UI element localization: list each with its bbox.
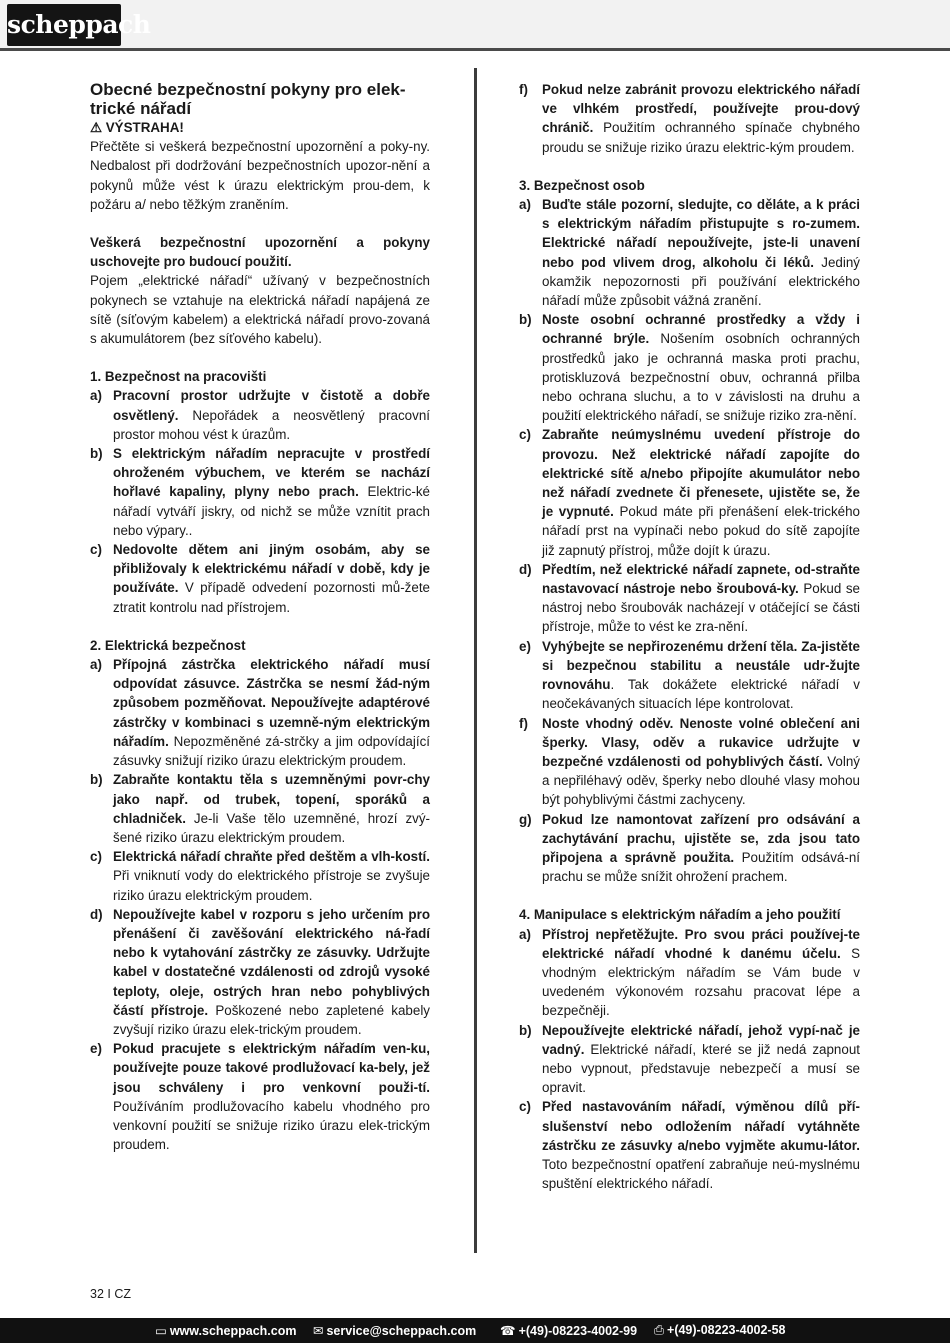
list-item: d) Předtím, než elektrické nářadí zapnete, od-straňte nastavovací nástroje nebo šroubová-ky. Pokud se nástroj nebo šroubovák nacházejí v otáčející se části přístroje, může to vést ke zra-nění. xyxy=(519,561,860,635)
list-item: a) Přípojná zástrčka elektrického nářadí musí odpovídat zásuvce. Zástrčka se nesmí žád-ným způsobem pozměňovat. Nepoužívejte adaptérové zástrčky v kombinaci s uzemně-ným elektrickým nářadím. Nepozměněné zá-strčky a jim odpovídající zásuvky snižují riziko úrazu elektrickým proudem. xyxy=(90,657,430,769)
list-item: e) Vyhýbejte se nepřirozenému držení těla. Za-jistěte si bezpečnou stabilitu a neustále udr-žujte rovnováhu. Tak dokážete elektrické nářadí v neočekávaných situacích lépe kontrolovat. xyxy=(519,638,860,712)
mail-icon: ✉ xyxy=(313,1324,324,1338)
column-divider xyxy=(474,68,477,1253)
list-item: b) Nepoužívejte elektrické nářadí, jehož vypí-nač je vadný. Elektrické nářadí, které se již nedá zapnout nebo vypnout, představuje nebezpečí a musí se opravit. xyxy=(519,1022,860,1096)
footer-phone[interactable]: ☎ +(49)-08223-4002-99 xyxy=(500,1324,638,1338)
list-item: f) Pokud nelze zabránit provozu elektrického nářadí ve vlhkém prostředí, používejte prou-dový chránič. Použitím ochranného spínače chybného proudu se snižuje riziko úrazu elektric-kým proudem. xyxy=(519,82,860,155)
definition-paragraph: Pojem „elektrické nářadí“ užívaný v bezpečnostních pokynech se vztahuje na elektrická nářadí napájená ze sítě (síťovým kabelem) a elektrická nářadí provo-zovaná s akumulátorem (bez síťového kabelu). xyxy=(90,273,430,347)
list-item: f) Noste vhodný oděv. Nenoste volné oblečení ani šperky. Vlasy, oděv a rukavice udržujte v bezpečné vzdálenosti od pohyblivých částí. Volný a nepřiléhavý oděv, šperky nebo dlouhé vlasy mohou být pohyblivými částmi zachyceny. xyxy=(519,715,860,808)
phone-icon: ☎ xyxy=(500,1324,516,1338)
list-item: d) Nepoužívejte kabel v rozporu s jeho určením pro přenášení či zavěšování elektrického ná-řadí nebo k vytahování zástrčky ze zásuvky. Udržujte kabel v dostatečné vzdálenosti od zdrojů vysoké teploty, oleje, ostrých hran nebo pohyblivých částí přístroje. Poškozené nebo zapletené kabely zvyšují riziko úrazu elek-trickým proudem. xyxy=(90,906,430,1037)
list-item: c) Zabraňte neúmyslnému uvedení přístroje do provozu. Než elektrické nářadí zapojíte do elektrické sítě a/nebo připojíte akumulátor nebo než nářadí zvednete či přenesete, ujistěte se, že je vypnuté. Pokud máte při přenášení elek-trického nářadí prst na vypínači nebo pokud do sítě zapojíte již zapnutý přístroj, může dojít k úrazu. xyxy=(519,427,860,558)
page-number: 32 I CZ xyxy=(90,1287,131,1301)
section-heading-electrical: 2. Elektrická bezpečnost xyxy=(90,637,246,653)
list-item: a) Buďte stále pozorní, sledujte, co děláte, a k práci s elektrickým nářadím přistupujte s ro-zumem. Elektrické nářadí nepoužívejte, jste-li unavení nebo pod vlivem drog, alkoholu či léků. Jediný okamžik nepozornosti při používání elektrického nářadí může způsobit vážná zranění. xyxy=(519,197,860,309)
left-column xyxy=(90,80,430,1154)
list-item: c) Nedovolte dětem ani jiným osobám, aby se přibližovaly k elektrickému nářadí v době, kdy je používáte. V případě odvedení pozornosti mů-žete ztratit kontrolu nad přístrojem. xyxy=(90,542,430,615)
brand-logo: scheppach xyxy=(7,4,121,46)
intro-paragraph: Přečtěte si veškerá bezpečnostní upozornění a poky-ny. Nedbalost při dodržování bezpečnostních upozor-nění a pokynů může vést k úrazu elektrickým prou-dem, k požáru a/ nebo těžkým zraněním. xyxy=(90,139,430,212)
list-item: b) Zabraňte kontaktu těla s uzemněnými povr-chy jako např. od trubek, topení, sporáků a chladniček. Je-li Vaše tělo uzemněné, hrozí zvý-šené riziko úrazu elektrickým proudem. xyxy=(90,772,430,845)
list-item: a) Přístroj nepřetěžujte. Pro svou práci používej-te elektrické nářadí vhodné k danému účelu. S vhodným elektrickým nářadím se Vám bude v uvedeném výkonovém rozsahu pracovat lépe a bezpečněji. xyxy=(519,926,860,1019)
list-item: g) Pokud lze namontovat zařízení pro odsávání a zachytávání prachu, ujistěte se, zda jsou tato připojena a správně použita. Použitím odsává-ní prachu se může snížit ohrožení prachem. xyxy=(519,811,860,885)
warning-label: ⚠ VÝSTRAHA! xyxy=(90,120,184,135)
footer-web[interactable]: ▭ www.scheppach.com xyxy=(155,1324,297,1338)
list-item: b) S elektrickým nářadím nepracujte v prostředí ohroženém výbuchem, ve kterém se nachází hořlavé kapaliny, plyny nebo prach. Elektric-ké nářadí vytváří jiskry, od nichž se může vznítit prach nebo výpary.. xyxy=(90,446,430,538)
footer-email[interactable]: ✉ service@scheppach.com xyxy=(313,1324,477,1338)
header-rule xyxy=(0,48,950,51)
footer-fax[interactable]: ⎙ +(49)-08223-4002-58 xyxy=(654,1323,786,1337)
section-heading-workplace: 1. Bezpečnost na pracovišti xyxy=(90,369,267,385)
fax-icon: ⎙ xyxy=(654,1323,665,1337)
list-item: c) Před nastavováním nářadí, výměnou dílů pří-slušenství nebo odložením nářadí vytáhněte zástrčku ze zásuvky a/nebo vyjměte akumu-látor. Toto bezpečnostní opatření zabraňuje neú-myslnému spuštění elektrického nářadí. xyxy=(519,1099,860,1192)
right-column xyxy=(519,80,860,1193)
list-item: a) Pracovní prostor udržujte v čistotě a dobře osvětlený. Nepořádek a neosvětlený pracovní prostor mohou vést k úrazům. xyxy=(90,388,430,442)
list-item: c) Elektrická nářadí chraňte před deštěm a vlh-kostí. Při vniknutí vody do elektrického přístroje se zvyšuje riziko úrazu elektrickým proudem. xyxy=(90,849,430,903)
keep-instructions: Veškerá bezpečnostní upozornění a pokyny uschovejte pro budoucí použití. xyxy=(90,235,430,270)
footer-bar xyxy=(0,1318,950,1343)
monitor-icon: ▭ xyxy=(155,1324,167,1338)
list-item: b) Noste osobní ochranné prostředky a vždy i ochranné brýle. Nošením osobních ochranných prostředků jako je ochranná maska proti prachu, protiskluzová bezpečnostní obuv, ochranná přilba nebo ochrana sluchu, a to v závislosti na druhu a použití elektrického nářadí, se snižuje riziko zra-nění. xyxy=(519,312,861,424)
page-title: Obecné bezpečnostní pokyny pro elek-trické nářadí xyxy=(90,80,406,118)
section-heading-personal: 3. Bezpečnost osob xyxy=(519,177,645,193)
section-heading-tool-use: 4. Manipulace s elektrickým nářadím a jeho použití xyxy=(519,907,841,923)
list-item: e) Pokud pracujete s elektrickým nářadím ven-ku, používejte pouze takové prodlužovací ka-bely, jež jsou schváleny i pro venkovní použi-tí. Používáním prodlužovacího kabelu vhodného pro venkovní použití se snižuje riziko úrazu elek-trickým proudem. xyxy=(90,1041,430,1153)
